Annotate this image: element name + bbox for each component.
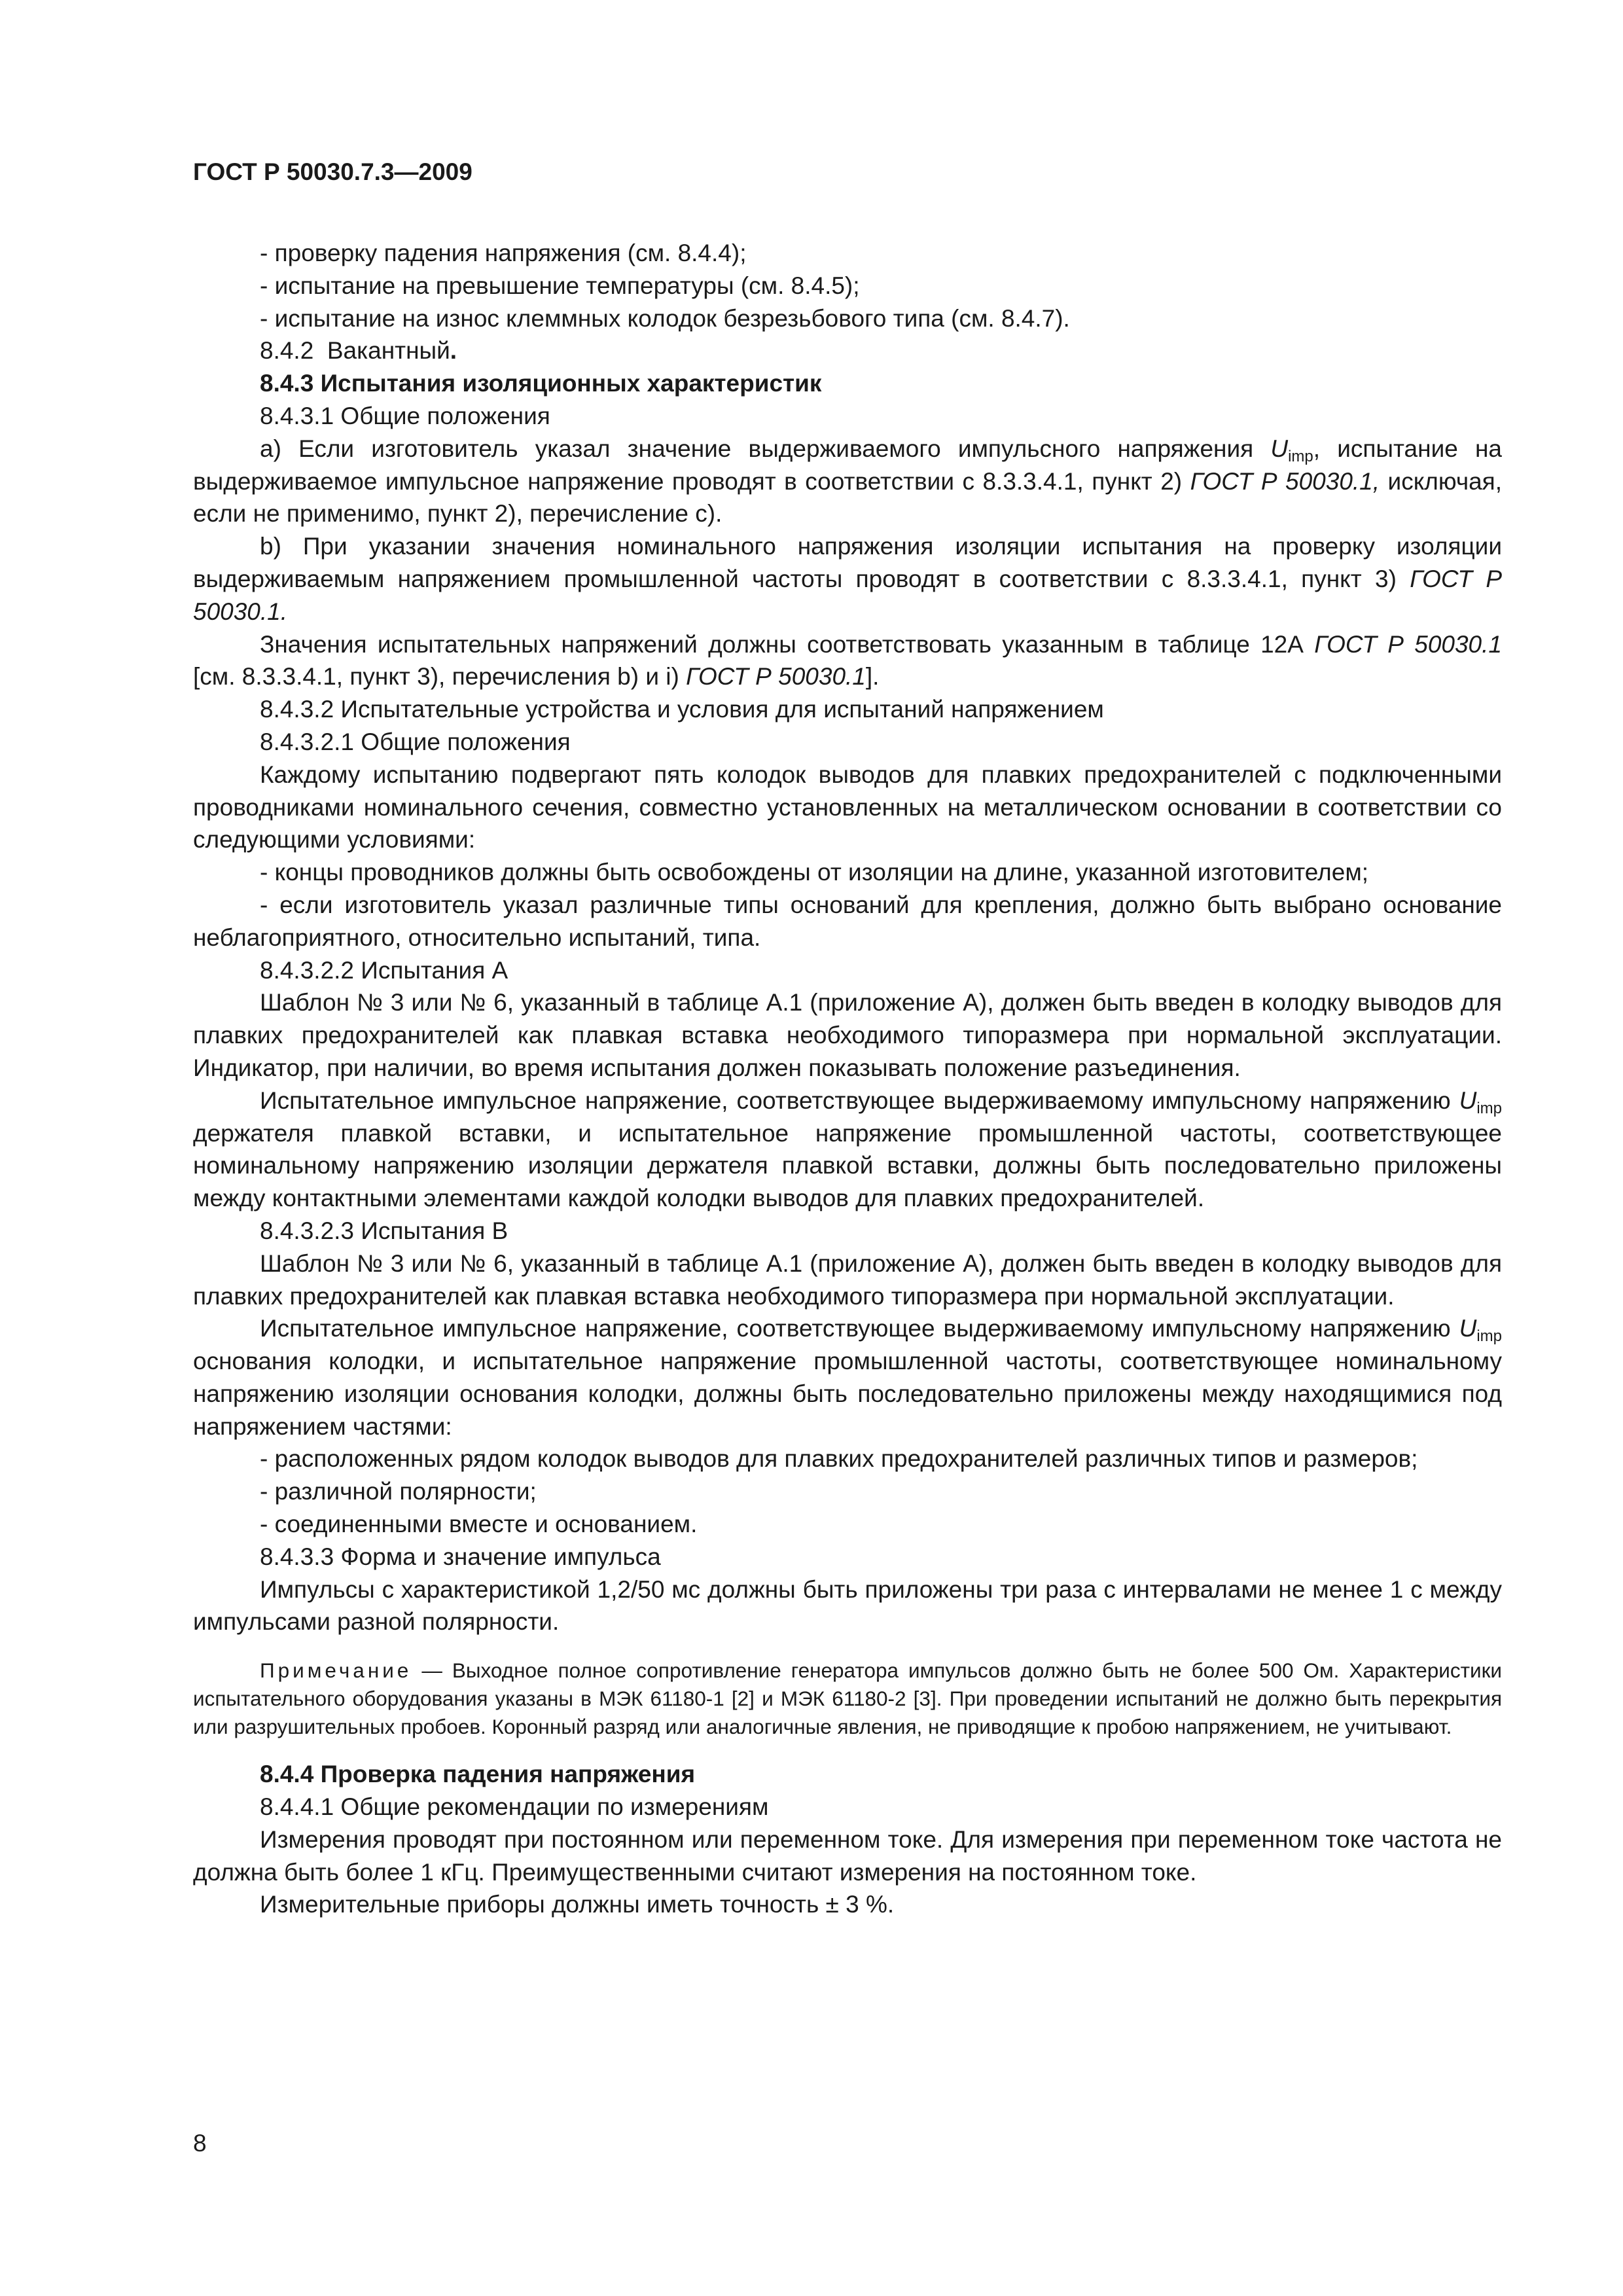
u-symbol: U (1459, 1086, 1477, 1114)
text: Испытательное импульсное напряжение, соответствующее выдерживаемому импульсному напряжению (260, 1315, 1459, 1342)
text: Значения испытательных напряжений должны соответствовать указанным в таблице 12А (260, 630, 1315, 658)
list-item: - различной полярности; (260, 1478, 537, 1505)
note-label: Примечание (260, 1659, 412, 1683)
gost-reference: ГОСТ Р 50030.1 (1314, 630, 1502, 658)
section-dot: . (450, 337, 457, 365)
list-item: - если изготовитель указал различные типы оснований для крепления, должно быть выбрано основание неблагоприятного, относительно испытаний, типа. (193, 891, 1502, 951)
paragraph: Каждому испытанию подвергают пять колодок выводов для плавких предохранителей с подключенными проводниками номинального сечения, совместно установленных на металлическом основании в соответствии со следующими условиями: (193, 761, 1502, 853)
document-header: ГОСТ Р 50030.7.3—2009 (193, 158, 473, 185)
u-subscript: imp (1476, 1099, 1502, 1117)
gost-reference: ГОСТ Р 50030.1. (193, 565, 1503, 625)
paragraph: Измерительные приборы должны иметь точность ± 3 %. (260, 1891, 895, 1918)
paragraph-b (193, 530, 1502, 628)
section-8-4-4-1: 8.4.4.1 Общие рекомендации по измерениям (260, 1793, 769, 1821)
note-text: — Выходное полное сопротивление генератора импульсов должно быть не более 500 Ом. Характеристики испытательного оборудования указаны в МЭК 61180-1 [2] и МЭК 61180-2 [3]. При проведении испытаний не должно быть перекрытия или разрушительных пробоев. Коронный разряд или аналогичные явления, не приводящие к пробою напряжением, не учитывают. (193, 1659, 1502, 1739)
text: а) Если изготовитель указал значение выдерживаемого импульсного напряжения (260, 435, 1271, 462)
paragraph: Шаблон № 3 или № 6, указанный в таблице А.1 (приложение А), должен быть введен в колодку выводов для плавких предохранителей как плавкая вставка необходимого типоразмера при нормальной эксплуатации. (193, 1249, 1502, 1310)
text: , испытание на выдерживаемое импульсное напряжение проводят в соответствии с 8.3.3.4.1, пункт 2) (193, 435, 1502, 495)
list-item: - испытание на превышение температуры (см. 8.4.5); (260, 272, 860, 299)
section-8-4-3-3: 8.4.3.3 Форма и значение импульса (260, 1543, 661, 1570)
list-item: - проверку падения напряжения (см. 8.4.4); (260, 240, 747, 266)
list-item: - концы проводников должны быть освобождены от изоляции на длине, указанной изготовителем; (260, 859, 1369, 886)
text: исключая, если не применимо, пункт 2), перечисление с). (193, 467, 1502, 528)
paragraph-a (193, 433, 1502, 530)
paragraph: Импульсы с характеристикой 1,2/50 мс должны быть приложены три раза с интервалами не менее 1 с между импульсами разной полярности. (193, 1575, 1502, 1636)
note (193, 1657, 1502, 1741)
paragraph: Шаблон № 3 или № 6, указанный в таблице А.1 (приложение А), должен быть введен в колодку выводов для плавких предохранителей как плавкая вставка необходимого типоразмера при нормальной эксплуатации. Индикатор, при наличии, во время испытания должен показывать положение разъединения. (193, 989, 1502, 1081)
document-body (193, 237, 1502, 1921)
u-subscript: imp (1476, 1327, 1502, 1346)
section-8-4-4-heading: 8.4.4 Проверка падения напряжения (260, 1761, 696, 1788)
section-8-4-3-2: 8.4.3.2 Испытательные устройства и условия для испытаний напряжением (260, 696, 1104, 723)
paragraph (193, 1312, 1502, 1443)
section-8-4-3-2-2: 8.4.3.2.2 Испытания А (260, 956, 508, 984)
text: основания колодки, и испытательное напряжение промышленной частоты, соответствующее номинальному напряжению изоляции основания колодки, должны быть последовательно приложены между находящимися под напряжением частями: (193, 1348, 1502, 1440)
section-text: Вакантный (327, 337, 450, 365)
text: [см. 8.3.3.4.1, пункт 3), перечисления b) и i) (193, 663, 687, 691)
section-8-4-3-2-3: 8.4.3.2.3 Испытания В (260, 1217, 508, 1244)
section-8-4-3-1: 8.4.3.1 Общие положения (260, 402, 550, 429)
paragraph (193, 1085, 1502, 1215)
u-symbol: U (1270, 435, 1289, 462)
page-number: 8 (193, 2130, 207, 2157)
section-8-4-2 (193, 334, 1502, 367)
section-8-4-3-2-1: 8.4.3.2.1 Общие положения (260, 728, 571, 755)
text: b) При указании значения номинального напряжения изоляции испытания на проверку изоляции выдерживаемым напряжением промышленной частоты проводят в соответствии с 8.3.3.4.1, пункт 3) (193, 533, 1502, 592)
text: Испытательное импульсное напряжение, соответствующее выдерживаемому импульсному напряжению (260, 1086, 1459, 1114)
section-number: 8.4.2 (260, 337, 314, 365)
text: держателя плавкой вставки, и испытательное напряжение промышленной частоты, соответствующее номинальному напряжению изоляции держателя плавкой вставки, должны быть последовательно приложены между контактными элементами каждой колодки выводов для плавких предохранителей. (193, 1119, 1502, 1212)
paragraph: Измерения проводят при постоянном или переменном токе. Для измерения при переменном токе частота не должна быть более 1 кГц. Преимущественными считают измерения на постоянном токе. (193, 1825, 1502, 1886)
text: ]. (865, 663, 880, 691)
u-subscript: imp (1288, 447, 1313, 465)
gost-reference: ГОСТ Р 50030.1, (1190, 467, 1380, 495)
paragraph-values (193, 628, 1502, 694)
list-item: - испытание на износ клеммных колодок безрезьбового типа (см. 8.4.7). (260, 304, 1070, 332)
u-symbol: U (1459, 1315, 1477, 1342)
list-item: - соединенными вместе и основанием. (260, 1511, 698, 1538)
gost-reference: ГОСТ Р 50030.1 (686, 663, 866, 691)
list-item: - расположенных рядом колодок выводов для плавких предохранителей различных типов и размеров; (260, 1445, 1418, 1473)
section-8-4-3-heading: 8.4.3 Испытания изоляционных характеристик (260, 370, 822, 397)
